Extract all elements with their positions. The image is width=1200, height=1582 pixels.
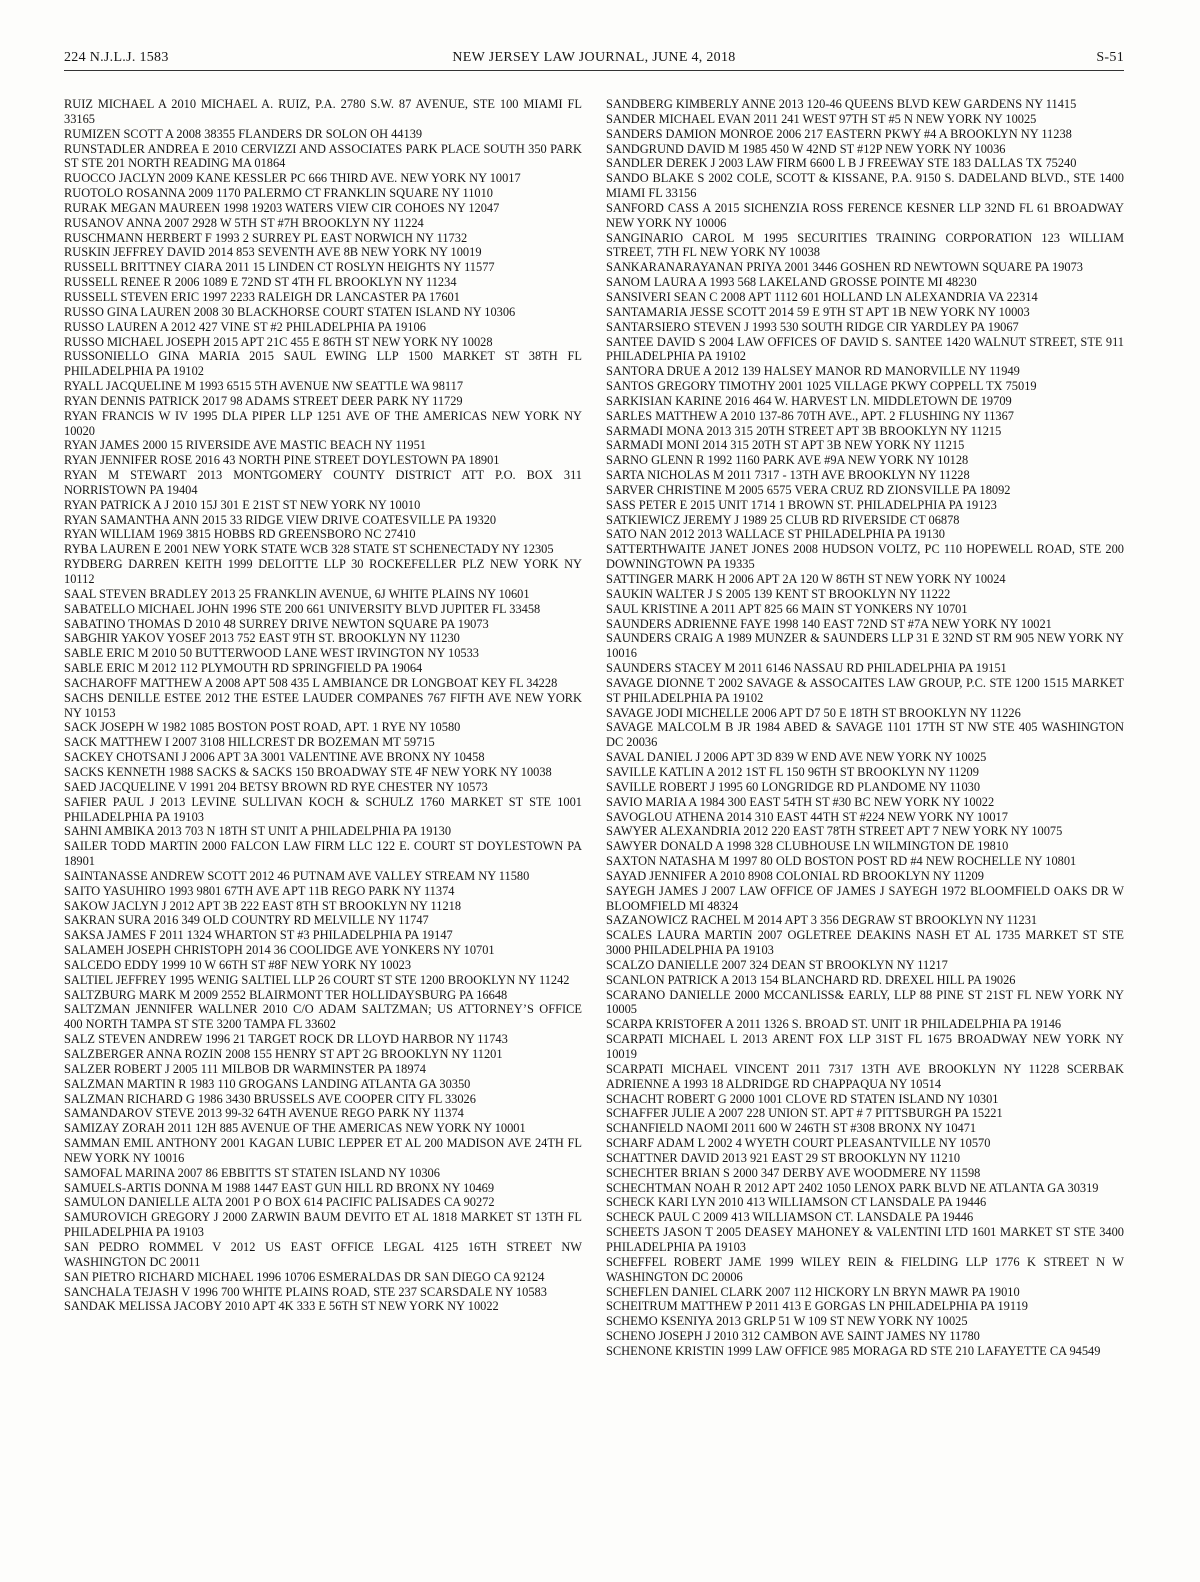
directory-entry: SAN PEDRO ROMMEL V 2012 US EAST OFFICE LEGAL 4125 16TH STREET NW WASHINGTON DC 20011 <box>64 1239 582 1269</box>
directory-entry: SAED JACQUELINE V 1991 204 BETSY BROWN RD RYE CHESTER NY 10573 <box>64 779 488 794</box>
directory-entry: RYAN SAMANTHA ANN 2015 33 RIDGE VIEW DRIVE COATESVILLE PA 19320 <box>64 512 497 527</box>
directory-entry: SAZANOWICZ RACHEL M 2014 APT 3 356 DEGRAW ST BROOKLYN NY 11231 <box>606 913 1038 928</box>
directory-entry: SAMANDAROV STEVE 2013 99-32 64TH AVENUE REGO PARK NY 11374 <box>64 1106 464 1121</box>
directory-entry: SANFORD CASS A 2015 SICHENZIA ROSS FERENCE KESNER LLP 32ND FL 61 BROADWAY NEW YORK NY 10006 <box>606 200 1124 230</box>
directory-entry: RUIZ MICHAEL A 2010 MICHAEL A. RUIZ, P.A. 2780 S.W. 87 AVENUE, STE 100 MIAMI FL 33165 <box>64 97 582 126</box>
directory-entry: SANDER MICHAEL EVAN 2011 241 WEST 97TH ST #5 N NEW YORK NY 10025 <box>606 111 1037 126</box>
directory-entry: SCARPATI MICHAEL L 2013 ARENT FOX LLP 31ST FL 1675 BROADWAY NEW YORK NY 10019 <box>606 1032 1124 1061</box>
directory-entry: SCHEMO KSENIYA 2013 GRLP 51 W 109 ST NEW YORK NY 10025 <box>606 1314 968 1329</box>
directory-entry: SANDLER DEREK J 2003 LAW FIRM 6600 L B J FREEWAY STE 183 DALLAS TX 75240 <box>606 156 1077 171</box>
directory-entry: SAMOFAL MARINA 2007 86 EBBITTS ST STATEN ISLAND NY 10306 <box>64 1165 440 1180</box>
header-citation: 224 N.J.L.J. 1583 <box>64 50 169 65</box>
directory-entry: RUNSTADLER ANDREA E 2010 CERVIZZI AND ASSOCIATES PARK PLACE SOUTH 350 PARK ST STE 201 NORTH READING MA 01864 <box>64 141 582 171</box>
directory-entry: SAUNDERS ADRIENNE FAYE 1998 140 EAST 72ND ST #7A NEW YORK NY 10021 <box>606 616 1052 631</box>
directory-entry: SALZ STEVEN ANDREW 1996 21 TARGET ROCK DR LLOYD HARBOR NY 11743 <box>64 1032 508 1047</box>
directory-entry: SALCEDO EDDY 1999 10 W 66TH ST #8F NEW YORK NY 10023 <box>64 957 412 972</box>
directory-entry: SAKSA JAMES F 2011 1324 WHARTON ST #3 PHILADELPHIA PA 19147 <box>64 928 453 943</box>
directory-entry: RUOCCO JACLYN 2009 KANE KESSLER PC 666 THIRD AVE. NEW YORK NY 10017 <box>64 171 521 186</box>
directory-entry: SAMUELS-ARTIS DONNA M 1988 1447 EAST GUN HILL RD BRONX NY 10469 <box>64 1180 495 1195</box>
directory-entry: SCHEETS JASON T 2005 DEASEY MAHONEY & VALENTINI LTD 1601 MARKET ST STE 3400 PHILADELPHIA PA 19103 <box>606 1225 1124 1254</box>
directory-entry: SARLES MATTHEW A 2010 137-86 70TH AVE., APT. 2 FLUSHING NY 11367 <box>606 408 1014 423</box>
directory-entry: SAAL STEVEN BRADLEY 2013 25 FRANKLIN AVENUE, 6J WHITE PLAINS NY 10601 <box>64 586 530 601</box>
page-header <box>64 50 1124 71</box>
directory-entry: SABATINO THOMAS D 2010 48 SURREY DRIVE NEWTON SQUARE PA 19073 <box>64 616 489 631</box>
directory-entry: RYAN PATRICK A J 2010 15J 301 E 21ST ST NEW YORK NY 10010 <box>64 497 421 512</box>
directory-entry: RUOTOLO ROSANNA 2009 1170 PALERMO CT FRANKLIN SQUARE NY 11010 <box>64 186 494 201</box>
directory-entry: SALZMAN MARTIN R 1983 110 GROGANS LANDING ATLANTA GA 30350 <box>64 1076 471 1091</box>
directory-entry: SCHENO JOSEPH J 2010 312 CAMBON AVE SAINT JAMES NY 11780 <box>606 1329 980 1344</box>
directory-entry: SCHECHTMAN NOAH R 2012 APT 2402 1050 LENOX PARK BLVD NE ATLANTA GA 30319 <box>606 1180 1099 1195</box>
directory-entry: SAVILLE KATLIN A 2012 1ST FL 150 96TH ST BROOKLYN NY 11209 <box>606 764 979 779</box>
directory-entry: SALTIEL JEFFREY 1995 WENIG SALTIEL LLP 26 COURT ST STE 1200 BROOKLYN NY 11242 <box>64 972 570 987</box>
directory-entry: SAKOW JACLYN J 2012 APT 3B 222 EAST 8TH ST BROOKLYN NY 11218 <box>64 898 462 913</box>
directory-entry: SCHECK KARI LYN 2010 413 WILLIAMSON CT LANSDALE PA 19446 <box>606 1195 987 1210</box>
directory-entry: SACHAROFF MATTHEW A 2008 APT 508 435 L AMBIANCE DR LONGBOAT KEY FL 34228 <box>64 675 558 690</box>
directory-entry: SAKRAN SURA 2016 349 OLD COUNTRY RD MELVILLE NY 11747 <box>64 913 429 928</box>
directory-entry: RUSSELL STEVEN ERIC 1997 2233 RALEIGH DR LANCASTER PA 17601 <box>64 289 460 304</box>
directory-entry: RURAK MEGAN MAUREEN 1998 19203 WATERS VIEW CIR COHOES NY 12047 <box>64 200 500 215</box>
directory-entry: RUSSO MICHAEL JOSEPH 2015 APT 21C 455 E 86TH ST NEW YORK NY 10028 <box>64 334 493 349</box>
directory-entry: SAFIER PAUL J 2013 LEVINE SULLIVAN KOCH & SCHULZ 1760 MARKET ST STE 1001 PHILADELPHIA PA 19103 <box>64 794 582 824</box>
directory-entry: SANTAMARIA JESSE SCOTT 2014 59 E 9TH ST APT 1B NEW YORK NY 10003 <box>606 304 1030 319</box>
directory-entry: SACKEY CHOTSANI J 2006 APT 3A 3001 VALENTINE AVE BRONX NY 10458 <box>64 750 485 765</box>
directory-entry: SANTEE DAVID S 2004 LAW OFFICES OF DAVID S. SANTEE 1420 WALNUT STREET, STE 911 PHILADELPHIA PA 19102 <box>606 334 1124 364</box>
directory-entry: SALZBERGER ANNA ROZIN 2008 155 HENRY ST APT 2G BROOKLYN NY 11201 <box>64 1047 503 1061</box>
directory-entry: SCHENONE KRISTIN 1999 LAW OFFICE 985 MORAGA RD STE 210 LAFAYETTE CA 94549 <box>606 1343 1101 1358</box>
directory-entry: SCHARF ADAM L 2002 4 WYETH COURT PLEASANTVILLE NY 10570 <box>606 1136 991 1151</box>
directory-entry: RYAN JAMES 2000 15 RIVERSIDE AVE MASTIC BEACH NY 11951 <box>64 438 426 453</box>
directory-entry: RUSSONIELLO GINA MARIA 2015 SAUL EWING LLP 1500 MARKET ST 38TH FL PHILADELPHIA PA 19102 <box>64 349 582 379</box>
directory-entry: SANTARSIERO STEVEN J 1993 530 SOUTH RIDGE CIR YARDLEY PA 19067 <box>606 319 1019 334</box>
directory-entry: SARVER CHRISTINE M 2005 6575 VERA CRUZ RD ZIONSVILLE PA 18092 <box>606 482 1011 497</box>
directory-entry: SCANLON PATRICK A 2013 154 BLANCHARD RD. DREXEL HILL PA 19026 <box>606 972 1016 987</box>
directory-entry: SALAMEH JOSEPH CHRISTOPH 2014 36 COOLIDGE AVE YONKERS NY 10701 <box>64 943 495 958</box>
directory-entry: SANDBERG KIMBERLY ANNE 2013 120-46 QUEENS BLVD KEW GARDENS NY 11415 <box>606 97 1077 111</box>
directory-entry: SAUL KRISTINE A 2011 APT 825 66 MAIN ST YONKERS NY 10701 <box>606 601 968 616</box>
directory-entry: SAMUROVICH GREGORY J 2000 ZARWIN BAUM DEVITO ET AL 1818 MARKET ST 13TH FL PHILADELPHIA PA 19103 <box>64 1210 582 1240</box>
directory-entry: SANCHALA TEJASH V 1996 700 WHITE PLAINS ROAD, STE 237 SCARSDALE NY 10583 <box>64 1284 547 1299</box>
directory-entry: SAWYER DONALD A 1998 328 CLUBHOUSE LN WILMINGTON DE 19810 <box>606 839 1009 854</box>
directory-entry: SAVAGE JODI MICHELLE 2006 APT D7 50 E 18TH ST BROOKLYN NY 11226 <box>606 705 1021 720</box>
directory-entry: SALZER ROBERT J 2005 111 MILBOB DR WARMINSTER PA 18974 <box>64 1061 426 1076</box>
directory-entry: SABLE ERIC M 2012 112 PLYMOUTH RD SPRINGFIELD PA 19064 <box>64 661 423 676</box>
header-page-number: S-51 <box>1096 50 1124 65</box>
left-column <box>64 97 582 1314</box>
directory-entry: SAILER TODD MARTIN 2000 FALCON LAW FIRM LLC 122 E. COURT ST DOYLESTOWN PA 18901 <box>64 839 582 869</box>
directory-entry: SCHANFIELD NAOMI 2011 600 W 246TH ST #308 BRONX NY 10471 <box>606 1121 977 1136</box>
directory-entry: SAVILLE ROBERT J 1995 60 LONGRIDGE RD PLANDOME NY 11030 <box>606 779 981 794</box>
directory-entry: SAMULON DANIELLE ALTA 2001 P O BOX 614 PACIFIC PALISADES CA 90272 <box>64 1195 495 1210</box>
directory-entry: SCHECK PAUL C 2009 413 WILLIAMSON CT. LANSDALE PA 19446 <box>606 1210 974 1225</box>
directory-entry: SANSIVERI SEAN C 2008 APT 1112 601 HOLLAND LN ALEXANDRIA VA 22314 <box>606 289 1038 304</box>
directory-entry: SAHNI AMBIKA 2013 703 N 18TH ST UNIT A PHILADELPHIA PA 19130 <box>64 824 452 839</box>
directory-entry: SATTERTHWAITE JANET JONES 2008 HUDSON VOLTZ, PC 110 HOPEWELL ROAD, STE 200 DOWNINGTOWN PA 19335 <box>606 542 1124 572</box>
header-publication: NEW JERSEY LAW JOURNAL, JUNE 4, 2018 <box>452 50 736 65</box>
directory-entry: RUMIZEN SCOTT A 2008 38355 FLANDERS DR SOLON OH 44139 <box>64 126 423 141</box>
directory-entry: SABGHIR YAKOV YOSEF 2013 752 EAST 9TH ST. BROOKLYN NY 11230 <box>64 631 460 646</box>
directory-entry: SARMADI MONA 2013 315 20TH STREET APT 3B BROOKLYN NY 11215 <box>606 423 1002 438</box>
directory-entry: RYAN DENNIS PATRICK 2017 98 ADAMS STREET DEER PARK NY 11729 <box>64 393 463 408</box>
directory-entry: SARKISIAN KARINE 2016 464 W. HARVEST LN. MIDDLETOWN DE 19709 <box>606 393 1012 408</box>
directory-entry: SCARANO DANIELLE 2000 MCCANLISS& EARLY, LLP 88 PINE ST 21ST FL NEW YORK NY 10005 <box>606 987 1124 1017</box>
directory-entry: RYALL JACQUELINE M 1993 6515 5TH AVENUE NW SEATTLE WA 98117 <box>64 379 464 394</box>
directory-entry: SABLE ERIC M 2010 50 BUTTERWOOD LANE WEST IRVINGTON NY 10533 <box>64 646 479 661</box>
directory-entry: SCHAFFER JULIE A 2007 228 UNION ST. APT # 7 PITTSBURGH PA 15221 <box>606 1106 1003 1121</box>
directory-entry: SCHEFLEN DANIEL CLARK 2007 112 HICKORY LN BRYN MAWR PA 19010 <box>606 1284 1020 1299</box>
directory-entry: SAITO YASUHIRO 1993 9801 67TH AVE APT 11B REGO PARK NY 11374 <box>64 883 455 898</box>
directory-entry: SCHATTNER DAVID 2013 921 EAST 29 ST BROOKLYN NY 11210 <box>606 1150 961 1165</box>
directory-entry: SAN PIETRO RICHARD MICHAEL 1996 10706 ESMERALDAS DR SAN DIEGO CA 92124 <box>64 1269 545 1284</box>
directory-entry: RUSSELL RENEE R 2006 1089 E 72ND ST 4TH FL BROOKLYN NY 11234 <box>64 275 457 290</box>
directory-entry: SANKARANARAYANAN PRIYA 2001 3446 GOSHEN RD NEWTOWN SQUARE PA 19073 <box>606 260 1083 275</box>
directory-entry: SASS PETER E 2015 UNIT 1714 1 BROWN ST. PHILADELPHIA PA 19123 <box>606 497 997 512</box>
directory-entry: SANTOS GREGORY TIMOTHY 2001 1025 VILLAGE PKWY COPPELL TX 75019 <box>606 379 1037 394</box>
directory-entry: SACHS DENILLE ESTEE 2012 THE ESTEE LAUDER COMPANES 767 FIFTH AVE NEW YORK NY 10153 <box>64 690 582 720</box>
directory-entry: SCHEITRUM MATTHEW P 2011 413 E GORGAS LN PHILADELPHIA PA 19119 <box>606 1299 1028 1314</box>
directory-entry: SARTA NICHOLAS M 2011 7317 - 13TH AVE BROOKLYN NY 11228 <box>606 468 970 483</box>
directory-entry: SCARPATI MICHAEL VINCENT 2011 7317 13TH AVE BROOKLYN NY 11228 SCERBAK ADRIENNE A 1993 18 ALDRIDGE RD CHAPPAQUA NY 10514 <box>606 1061 1124 1091</box>
directory-entry: SANGINARIO CAROL M 1995 SECURITIES TRAINING CORPORATION 123 WILLIAM STREET, 7TH FL NEW YORK NY 10038 <box>606 230 1124 260</box>
directory-entry: SALZMAN RICHARD G 1986 3430 BRUSSELS AVE COOPER CITY FL 33026 <box>64 1091 476 1106</box>
directory-entry: SATO NAN 2012 2013 WALLACE ST PHILADELPHIA PA 19130 <box>606 527 945 542</box>
directory-entry: SANOM LAURA A 1993 568 LAKELAND GROSSE POINTE MI 48230 <box>606 275 977 290</box>
directory-entry: RYAN JENNIFER ROSE 2016 43 NORTH PINE STREET DOYLESTOWN PA 18901 <box>64 453 500 468</box>
directory-entry: RYAN WILLIAM 1969 3815 HOBBS RD GREENSBORO NC 27410 <box>64 527 416 542</box>
directory-entry: RUSSO LAUREN A 2012 427 VINE ST #2 PHILADELPHIA PA 19106 <box>64 319 426 334</box>
directory-entry: SARNO GLENN R 1992 1160 PARK AVE #9A NEW YORK NY 10128 <box>606 453 969 468</box>
directory-entry: SACKS KENNETH 1988 SACKS & SACKS 150 BROADWAY STE 4F NEW YORK NY 10038 <box>64 764 552 779</box>
directory-entry: RUSKIN JEFFREY DAVID 2014 853 SEVENTH AVE 8B NEW YORK NY 10019 <box>64 245 482 260</box>
directory-entry: SAXTON NATASHA M 1997 80 OLD BOSTON POST RD #4 NEW ROCHELLE NY 10801 <box>606 854 1077 869</box>
directory-entry: SAVAGE DIONNE T 2002 SAVAGE & ASSOCAITES LAW GROUP, P.C. STE 1200 1515 MARKET ST PHILADELPHIA PA 19102 <box>606 675 1124 705</box>
directory-entry: RYBA LAUREN E 2001 NEW YORK STATE WCB 328 STATE ST SCHENECTADY NY 12305 <box>64 542 554 557</box>
directory-entry: RYAN M STEWART 2013 MONTGOMERY COUNTY DISTRICT ATT P.O. BOX 311 NORRISTOWN PA 19404 <box>64 468 582 497</box>
directory-entry: SALTZMAN JENNIFER WALLNER 2010 C/O ADAM SALTZMAN; US ATTORNEY’S OFFICE 400 NORTH TAMPA ST STE 3200 TAMPA FL 33602 <box>64 1002 582 1032</box>
directory-entry: SAUNDERS STACEY M 2011 6146 NASSAU RD PHILADELPHIA PA 19151 <box>606 661 1007 676</box>
directory-entry: RYDBERG DARREN KEITH 1999 DELOITTE LLP 30 ROCKEFELLER PLZ NEW YORK NY 10112 <box>64 557 582 586</box>
directory-entry: SANDAK MELISSA JACOBY 2010 APT 4K 333 E 56TH ST NEW YORK NY 10022 <box>64 1299 499 1314</box>
directory-entry: SAYEGH JAMES J 2007 LAW OFFICE OF JAMES J SAYEGH 1972 BLOOMFIELD OAKS DR W BLOOMFIELD MI 48324 <box>606 883 1124 913</box>
directory-entry: SANDERS DAMION MONROE 2006 217 EASTERN PKWY #4 A BROOKLYN NY 11238 <box>606 126 1072 141</box>
directory-entry: SAVAGE MALCOLM B JR 1984 ABED & SAVAGE 1101 17TH ST NW STE 405 WASHINGTON DC 20036 <box>606 720 1124 750</box>
directory-entry: RYAN FRANCIS W IV 1995 DLA PIPER LLP 1251 AVE OF THE AMERICAS NEW YORK NY 10020 <box>64 408 582 438</box>
right-column <box>606 97 1124 1359</box>
directory-entry: RUSSO GINA LAUREN 2008 30 BLACKHORSE COURT STATEN ISLAND NY 10306 <box>64 304 516 319</box>
directory-entry: RUSSELL BRITTNEY CIARA 2011 15 LINDEN CT ROSLYN HEIGHTS NY 11577 <box>64 260 495 275</box>
directory-entry: SAWYER ALEXANDRIA 2012 220 EAST 78TH STREET APT 7 NEW YORK NY 10075 <box>606 824 1063 839</box>
directory-entry: SCALES LAURA MARTIN 2007 OGLETREE DEAKINS NASH ET AL 1735 MARKET ST STE 3000 PHILADELPHIA PA 19103 <box>606 928 1124 958</box>
directory-entry: SAMMAN EMIL ANTHONY 2001 KAGAN LUBIC LEPPER ET AL 200 MADISON AVE 24TH FL NEW YORK NY 10016 <box>64 1136 582 1165</box>
directory-entry: SAMIZAY ZORAH 2011 12H 885 AVENUE OF THE AMERICAS NEW YORK NY 10001 <box>64 1121 526 1136</box>
directory-entry: SATTINGER MARK H 2006 APT 2A 120 W 86TH ST NEW YORK NY 10024 <box>606 572 1006 586</box>
directory-entry: SCHEFFEL ROBERT JAME 1999 WILEY REIN & FIELDING LLP 1776 K STREET N W WASHINGTON DC 20006 <box>606 1254 1124 1284</box>
directory-entry: SATKIEWICZ JEREMY J 1989 25 CLUB RD RIVERSIDE CT 06878 <box>606 512 960 527</box>
directory-entry: RUSCHMANN HERBERT F 1993 2 SURREY PL EAST NORWICH NY 11732 <box>64 230 468 245</box>
directory-entry: SARMADI MONI 2014 315 20TH ST APT 3B NEW YORK NY 11215 <box>606 438 965 453</box>
directory-entry: SAVAL DANIEL J 2006 APT 3D 839 W END AVE NEW YORK NY 10025 <box>606 750 987 765</box>
directory-entry: SCHECHTER BRIAN S 2000 347 DERBY AVE WOODMERE NY 11598 <box>606 1165 981 1180</box>
directory-entry: SAYAD JENNIFER A 2010 8908 COLONIAL RD BROOKLYN NY 11209 <box>606 868 984 883</box>
directory-entry: SAVOGLOU ATHENA 2014 310 EAST 44TH ST #224 NEW YORK NY 10017 <box>606 809 1008 824</box>
directory-entry: SABATELLO MICHAEL JOHN 1996 STE 200 661 UNIVERSITY BLVD JUPITER FL 33458 <box>64 601 541 616</box>
directory-entry: SACK JOSEPH W 1982 1085 BOSTON POST ROAD, APT. 1 RYE NY 10580 <box>64 720 461 735</box>
directory-entry: SCALZO DANIELLE 2007 324 DEAN ST BROOKLYN NY 11217 <box>606 957 948 972</box>
directory-entry: SALTZBURG MARK M 2009 2552 BLAIRMONT TER HOLLIDAYSBURG PA 16648 <box>64 987 508 1002</box>
directory-entry: SAUNDERS CRAIG A 1989 MUNZER & SAUNDERS LLP 31 E 32ND ST RM 905 NEW YORK NY 10016 <box>606 631 1124 661</box>
directory-entry: SCARPA KRISTOFER A 2011 1326 S. BROAD ST. UNIT 1R PHILADELPHIA PA 19146 <box>606 1017 1062 1032</box>
directory-entry: SANDGRUND DAVID M 1985 450 W 42ND ST #12P NEW YORK NY 10036 <box>606 141 1006 156</box>
directory-entry: SAUKIN WALTER J S 2005 139 KENT ST BROOKLYN NY 11222 <box>606 586 951 601</box>
directory-entry: SCHACHT ROBERT G 2000 1001 CLOVE RD STATEN ISLAND NY 10301 <box>606 1091 999 1106</box>
directory-entry: SAVIO MARIA A 1984 300 EAST 54TH ST #30 BC NEW YORK NY 10022 <box>606 794 995 809</box>
directory-entry: SANTORA DRUE A 2012 139 HALSEY MANOR RD MANORVILLE NY 11949 <box>606 364 1020 379</box>
directory-entry: SACK MATTHEW I 2007 3108 HILLCREST DR BOZEMAN MT 59715 <box>64 735 435 750</box>
directory-entry: SANDO BLAKE S 2002 COLE, SCOTT & KISSANE, P.A. 9150 S. DADELAND BLVD., STE 1400 MIAMI FL 33156 <box>606 171 1124 201</box>
directory-entry: SAINTANASSE ANDREW SCOTT 2012 46 PUTNAM AVE VALLEY STREAM NY 11580 <box>64 868 530 883</box>
directory-entry: RUSANOV ANNA 2007 2928 W 5TH ST #7H BROOKLYN NY 11224 <box>64 215 424 230</box>
